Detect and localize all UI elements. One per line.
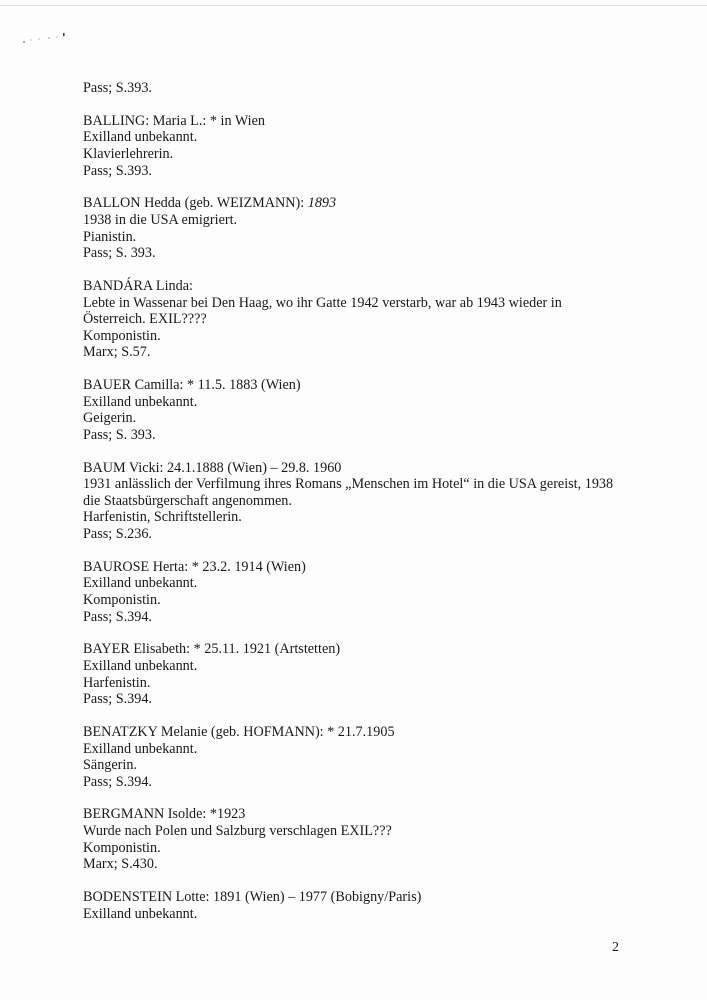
entry-bergmann (83, 806, 643, 872)
entry-heading: BAUER Camilla: * 11.5. 1883 (Wien) (83, 377, 301, 394)
entry-line: Pass; S. 393. (83, 245, 156, 262)
entry-line: Exilland unbekannt. (83, 905, 198, 922)
entry-ballon (83, 195, 643, 261)
entry-heading: BAUROSE Herta: * 23.2. 1914 (Wien) (83, 558, 306, 575)
entry-benatzky (83, 724, 643, 790)
entry-line: Pass; S.236. (83, 526, 152, 542)
entry-heading: BERGMANN Isolde: *1923 (83, 806, 246, 823)
entry-bayer (83, 641, 643, 707)
entry-bodenstein (83, 889, 643, 922)
entry-heading-year: 1893 (307, 195, 337, 212)
entry-line: Klavierlehrerin. (83, 145, 174, 162)
entry-bandara (83, 278, 643, 361)
entry-heading: BALLON Hedda (geb. WEIZMANN): (83, 195, 308, 212)
entry-heading-row (83, 195, 643, 212)
entry-line: 1938 in die USA emigriert. (83, 211, 238, 228)
entry-line: Exilland unbekannt. (83, 575, 198, 592)
entry-heading: BODENSTEIN Lotte: 1891 (Wien) – 1977 (Bobigny/Paris) (83, 889, 422, 906)
entry-line: Geigerin. (83, 410, 137, 427)
entry-baurose (83, 559, 643, 625)
entry-line: Marx; S.430. (83, 856, 158, 873)
entry-line: Lebte in Wassenar bei Den Haag, wo ihr Gatte 1942 verstarb, war ab 1943 wieder in (83, 294, 562, 311)
page-number: 2 (612, 940, 619, 955)
entry-line: Exilland unbekannt. (83, 657, 198, 674)
entry-line: Wurde nach Polen und Salzburg verschlagen EXIL??? (83, 823, 392, 840)
entry-line: die Staatsbürgerschaft angenommen. (83, 492, 292, 509)
entry-line: Sängerin. (83, 757, 137, 774)
entry-line: Komponistin. (83, 839, 161, 856)
entry-line: Pianistin. (83, 228, 137, 245)
entry-line: Pass; S. 393. (83, 426, 156, 443)
entry-line: Komponistin. (83, 327, 161, 344)
entry-line: Österreich. EXIL???? (83, 311, 207, 328)
entry-balling (83, 113, 643, 179)
entry-line: Pass; S.394. (83, 773, 152, 790)
entry-heading: BENATZKY Melanie (geb. HOFMANN): * 21.7.1905 (83, 723, 395, 740)
entry-heading: BAYER Elisabeth: * 25.11. 1921 (Artstetten) (83, 641, 341, 658)
scan-specks-mark (22, 30, 72, 46)
entry-line: Pass; S.394. (83, 608, 152, 625)
entry-line: Pass; S.393. (83, 162, 152, 179)
continued-entry (83, 80, 643, 97)
entry-line: Exilland unbekannt. (83, 129, 198, 146)
entry-bauer (83, 377, 643, 443)
entry-line: 1931 anlässlich der Verfilmung ihres Romans „Menschen im Hotel“ in die USA gereist, 1938 (83, 476, 614, 493)
entry-heading: BANDÁRA Linda: (83, 277, 193, 294)
entry-line: Marx; S.57. (83, 344, 151, 361)
entry-line: Komponistin. (83, 591, 161, 608)
entry-line: Exilland unbekannt. (83, 393, 198, 410)
continued-source: Pass; S.393. (83, 80, 152, 96)
entry-line: Exilland unbekannt. (83, 740, 198, 757)
scan-top-edge (0, 5, 707, 6)
entry-line: Harfenistin. (83, 674, 151, 691)
entry-line: Pass; S.394. (83, 691, 152, 708)
entry-heading: BALLING: Maria L.: * in Wien (83, 112, 265, 129)
entry-line: Harfenistin, Schriftstellerin. (83, 509, 242, 526)
document-body (83, 80, 643, 938)
entry-baum (83, 460, 643, 543)
entry-heading: BAUM Vicki: 24.1.1888 (Wien) – 29.8. 1960 (83, 459, 342, 476)
